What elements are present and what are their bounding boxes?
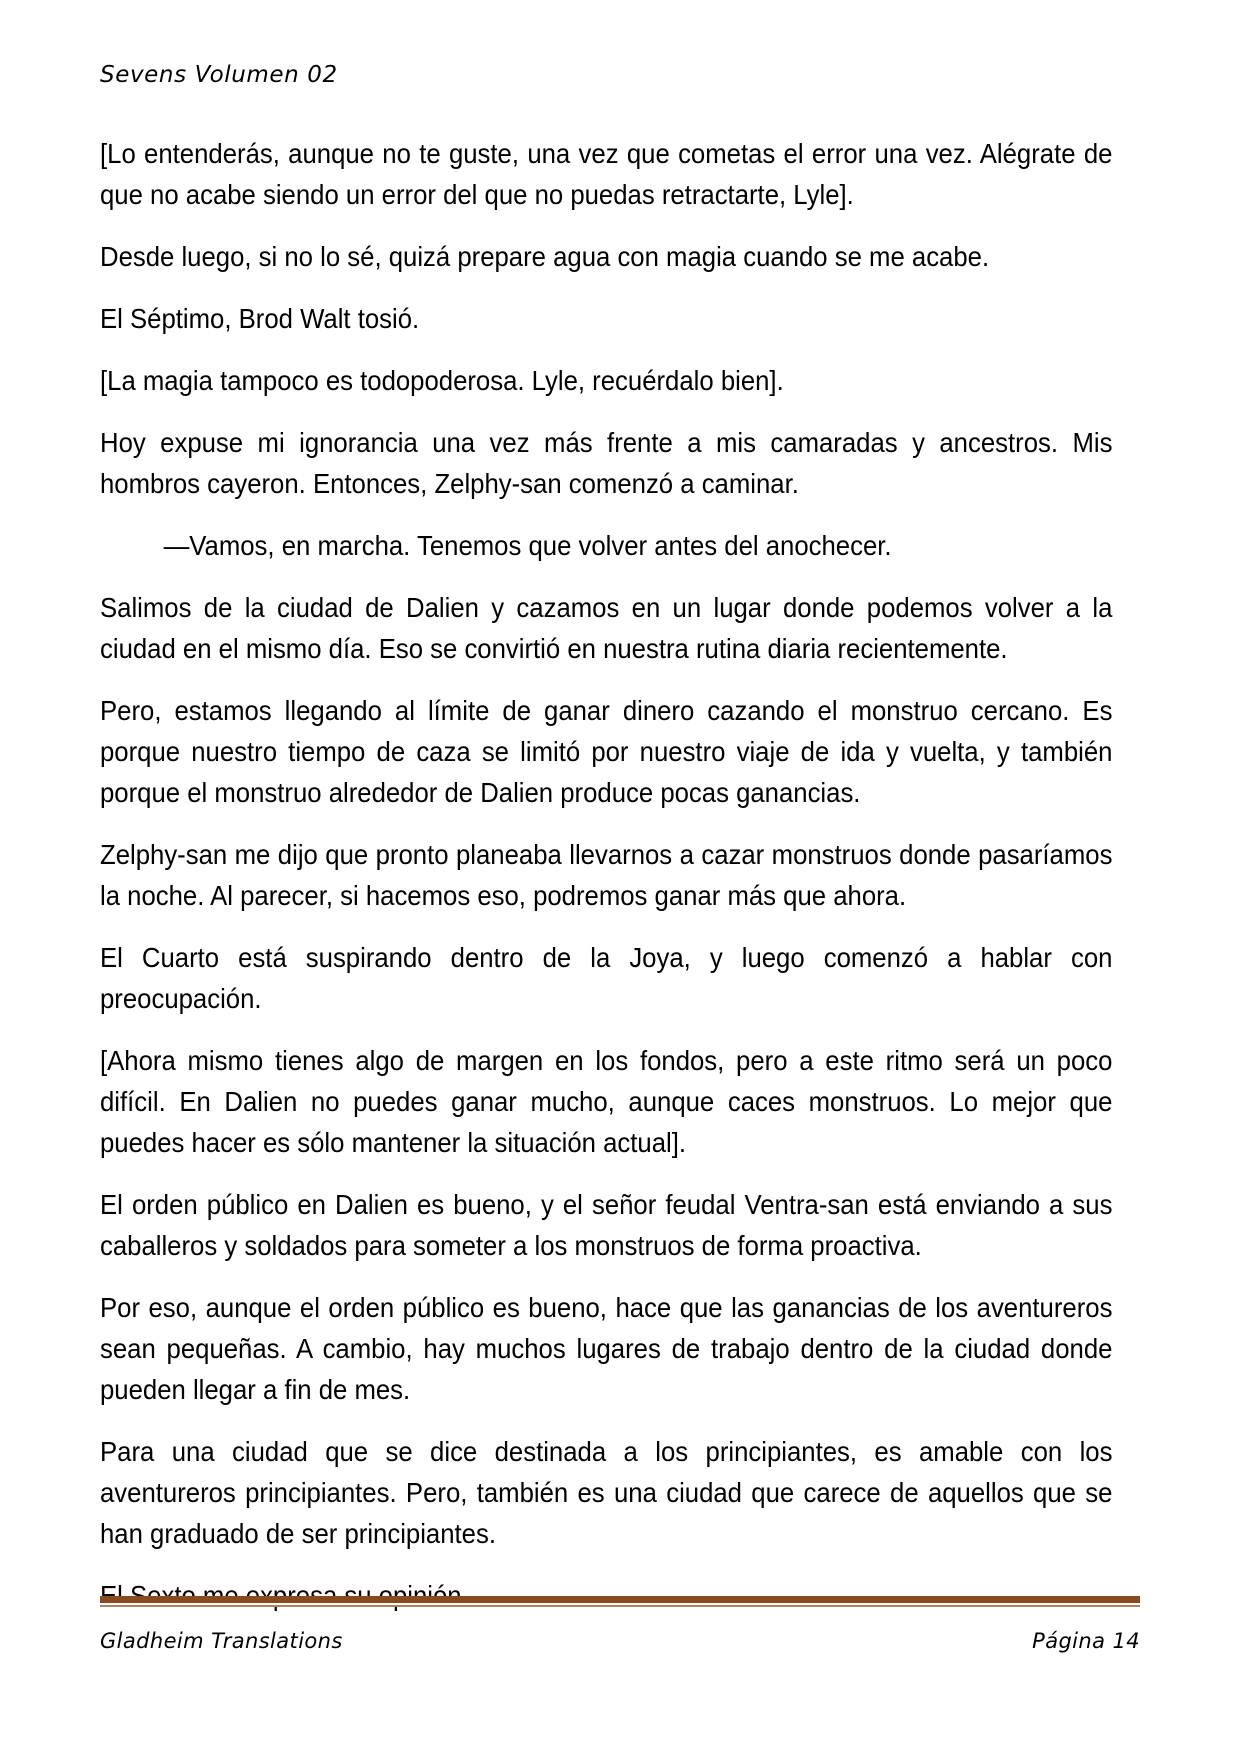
body-paragraph: [Lo entenderás, aunque no te guste, una vez que cometas el error una vez. Alégrate de que no acabe siendo un error del que no puedas retractarte, Lyle].	[100, 138, 1113, 210]
header-title: Sevens Volumen 02	[100, 62, 338, 88]
footer-row	[100, 1629, 1140, 1653]
footer-divider	[100, 1596, 1140, 1607]
footer-page-number: Página 14	[1032, 1629, 1140, 1653]
body-paragraph: [Ahora mismo tienes algo de margen en los fondos, pero a este ritmo será un poco difícil. En Dalien no puedes ganar mucho, aunque caces monstruos. Lo mejor que puedes hacer es sólo mantener la situación actual].	[100, 1045, 1113, 1158]
footer-translator-credit: Gladheim Translations	[100, 1629, 343, 1653]
body-paragraph: Pero, estamos llegando al límite de ganar dinero cazando el monstruo cercano. Es porque nuestro tiempo de caza se limitó por nuestro viaje de ida y vuelta, y también porque el monstruo alrededor de Dalien produce pocas ganancias.	[100, 695, 1113, 808]
body-paragraph: —Vamos, en marcha. Tenemos que volver antes del anochecer.	[163, 530, 892, 561]
body-paragraph: Para una ciudad que se dice destinada a los principiantes, es amable con los aventureros principiantes. Pero, también es una ciudad que carece de aquellos que se han graduado de ser principiantes.	[100, 1436, 1113, 1549]
body-paragraph: El orden público en Dalien es bueno, y el señor feudal Ventra-san está enviando a sus caballeros y soldados para someter a los monstruos de forma proactiva.	[100, 1189, 1113, 1261]
footer-rule-thin	[100, 1605, 1140, 1607]
body-paragraph: [La magia tampoco es todopoderosa. Lyle, recuérdalo bien].	[100, 365, 784, 396]
body-paragraph: El Cuarto está suspirando dentro de la Joya, y luego comenzó a hablar con preocupación.	[100, 942, 1113, 1014]
body-paragraph: Desde luego, si no lo sé, quizá prepare agua con magia cuando se me acabe.	[100, 241, 990, 272]
page-header	[100, 62, 1140, 88]
page-footer	[100, 1596, 1140, 1653]
footer-rule-thick	[100, 1596, 1140, 1603]
body-paragraph: Por eso, aunque el orden público es bueno, hace que las ganancias de los aventureros sean pequeñas. A cambio, hay muchos lugares de trabajo dentro de la ciudad donde pueden llegar a fin de mes.	[100, 1292, 1113, 1405]
body-paragraph: Hoy expuse mi ignorancia una vez más frente a mis camaradas y ancestros. Mis hombros cayeron. Entonces, Zelphy-san comenzó a caminar.	[100, 427, 1113, 499]
document-body	[100, 133, 1112, 1637]
body-paragraph: El Séptimo, Brod Walt tosió.	[100, 303, 420, 334]
body-paragraph: Salimos de la ciudad de Dalien y cazamos en un lugar donde podemos volver a la ciudad en el mismo día. Eso se convirtió en nuestra rutina diaria recientemente.	[100, 592, 1113, 664]
body-paragraph: Zelphy-san me dijo que pronto planeaba llevarnos a cazar monstruos donde pasaríamos la noche. Al parecer, si hacemos eso, podremos ganar más que ahora.	[100, 839, 1113, 911]
